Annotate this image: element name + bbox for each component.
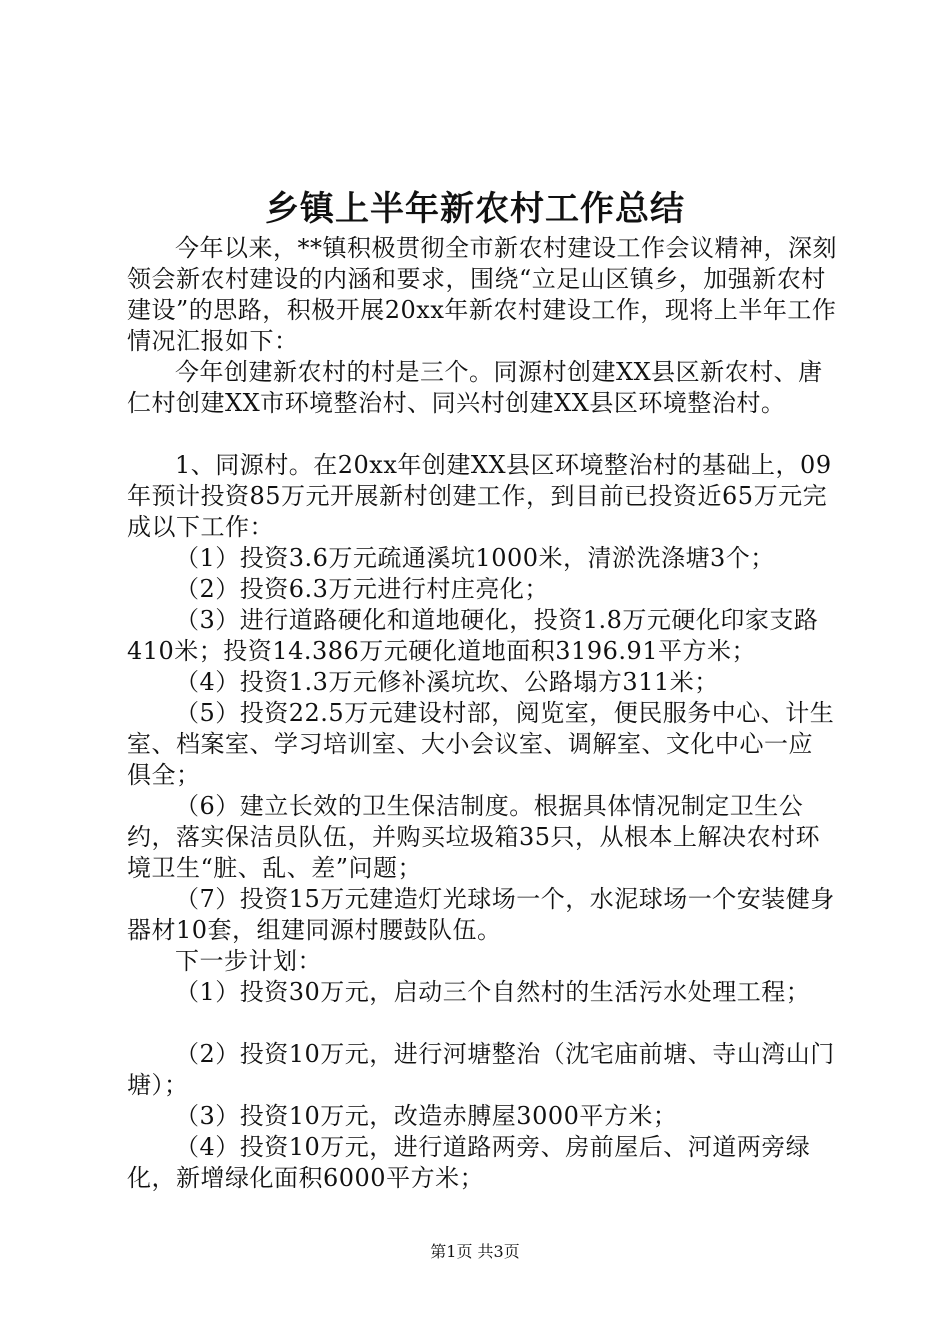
paragraph-gap (127, 1008, 837, 1039)
list-item: （3）进行道路硬化和道地硬化，投资1.8万元硬化印家支路410米；投资14.386万元硬化道地面积3196.91平方米； (127, 606, 819, 665)
document-body (127, 233, 837, 1194)
list-item: （2）投资6.3万元进行村庄亮化； (175, 575, 549, 603)
list-item: （1）投资3.6万元疏通溪坑1000米，清淤洗涤塘3个； (175, 544, 775, 572)
list-item: （5）投资22.5万元建设村部，阅览室，便民服务中心、计生室、档案室、学习培训室、大小会议室、调解室、文化中心一应俱全； (127, 699, 835, 789)
document-title: 乡镇上半年新农村工作总结 (265, 189, 685, 229)
page-number-footer: 第1页 共3页 (430, 1242, 520, 1261)
paragraph-tongyuan: 1、同源村。在20xx年创建XX县区环境整治村的基础上，09年预计投资85万元开展新村创建工作，到目前已投资近65万元完成以下工作： (127, 451, 832, 541)
plan-item: （2）投资10万元，进行河塘整治（沈宅庙前塘、寺山湾山门塘）； (127, 1040, 835, 1099)
plan-item: （4）投资10万元，进行道路两旁、房前屋后、河道两旁绿化，新增绿化面积6000平方米； (127, 1133, 811, 1192)
plan-item: （3）投资10万元，改造赤膊屋3000平方米； (175, 1102, 678, 1130)
list-item: （7）投资15万元建造灯光球场一个，水泥球场一个安装健身器材10套，组建同源村腰鼓队伍。 (127, 885, 835, 944)
list-item: （6）建立长效的卫生保洁制度。根据具体情况制定卫生公约，落实保洁员队伍，并购买垃圾箱35只，从根本上解决农村环境卫生“脏、乱、差”问题； (127, 792, 821, 882)
next-plan-heading: 下一步计划： (175, 947, 322, 975)
list-item: （4）投资1.3万元修补溪坑坎、公路塌方311米； (175, 668, 719, 696)
paragraph-villages: 今年创建新农村的村是三个。同源村创建XX县区新农村、唐仁村创建XX市环境整治村、同兴村创建XX县区环境整治村。 (127, 358, 823, 417)
plan-item: （1）投资30万元，启动三个自然村的生活污水处理工程； (175, 978, 811, 1006)
paragraph-intro: 今年以来，**镇积极贯彻全市新农村建设工作会议精神，深刻领会新农村建设的内涵和要求，围绕“立足山区镇乡，加强新农村建设”的思路，积极开展20xx年新农村建设工作，现将上半年工作情况汇报如下： (127, 234, 837, 355)
paragraph-gap (127, 419, 837, 450)
